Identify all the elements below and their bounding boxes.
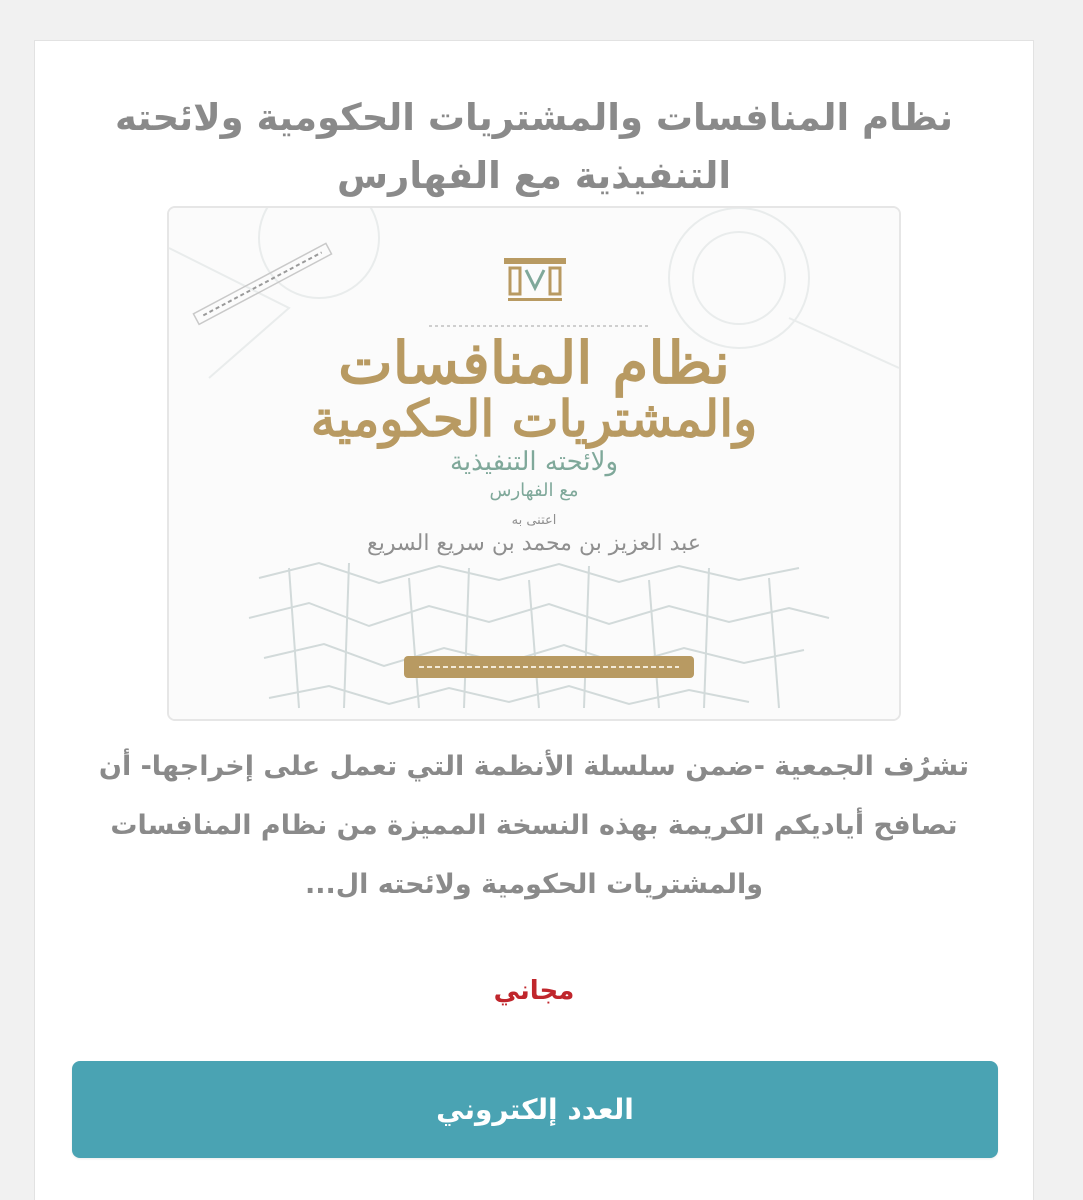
cover-title-line2: والمشتريات الحكومية <box>310 389 758 448</box>
product-description: تشرُف الجمعية -ضمن سلسلة الأنظمة التي تعمل على إخراجها- أن تصافح أياديكم الكريمة بهذه النسخة المميزة من نظام المنافسات والمشتريات الحكومية ولائحته ال... <box>98 751 970 900</box>
product-title[interactable]: نظام المنافسات والمشتريات الحكومية ولائحته التنفيذية مع الفهارس <box>115 96 953 197</box>
product-card <box>34 40 1034 1200</box>
price-label: مجاني <box>493 976 575 1006</box>
electronic-edition-button[interactable]: العدد إلكتروني <box>72 1061 998 1158</box>
cover-subtitle2: مع الفهارس <box>489 480 579 501</box>
cover-author-label: اعتنى به <box>511 513 557 528</box>
book-cover-image[interactable] <box>167 206 901 721</box>
cover-author: عبد العزيز بن محمد بن سريع السريع <box>367 531 701 556</box>
cover-title-line1: نظام المنافسات <box>338 329 730 397</box>
cover-subtitle: ولائحته التنفيذية <box>449 447 619 477</box>
